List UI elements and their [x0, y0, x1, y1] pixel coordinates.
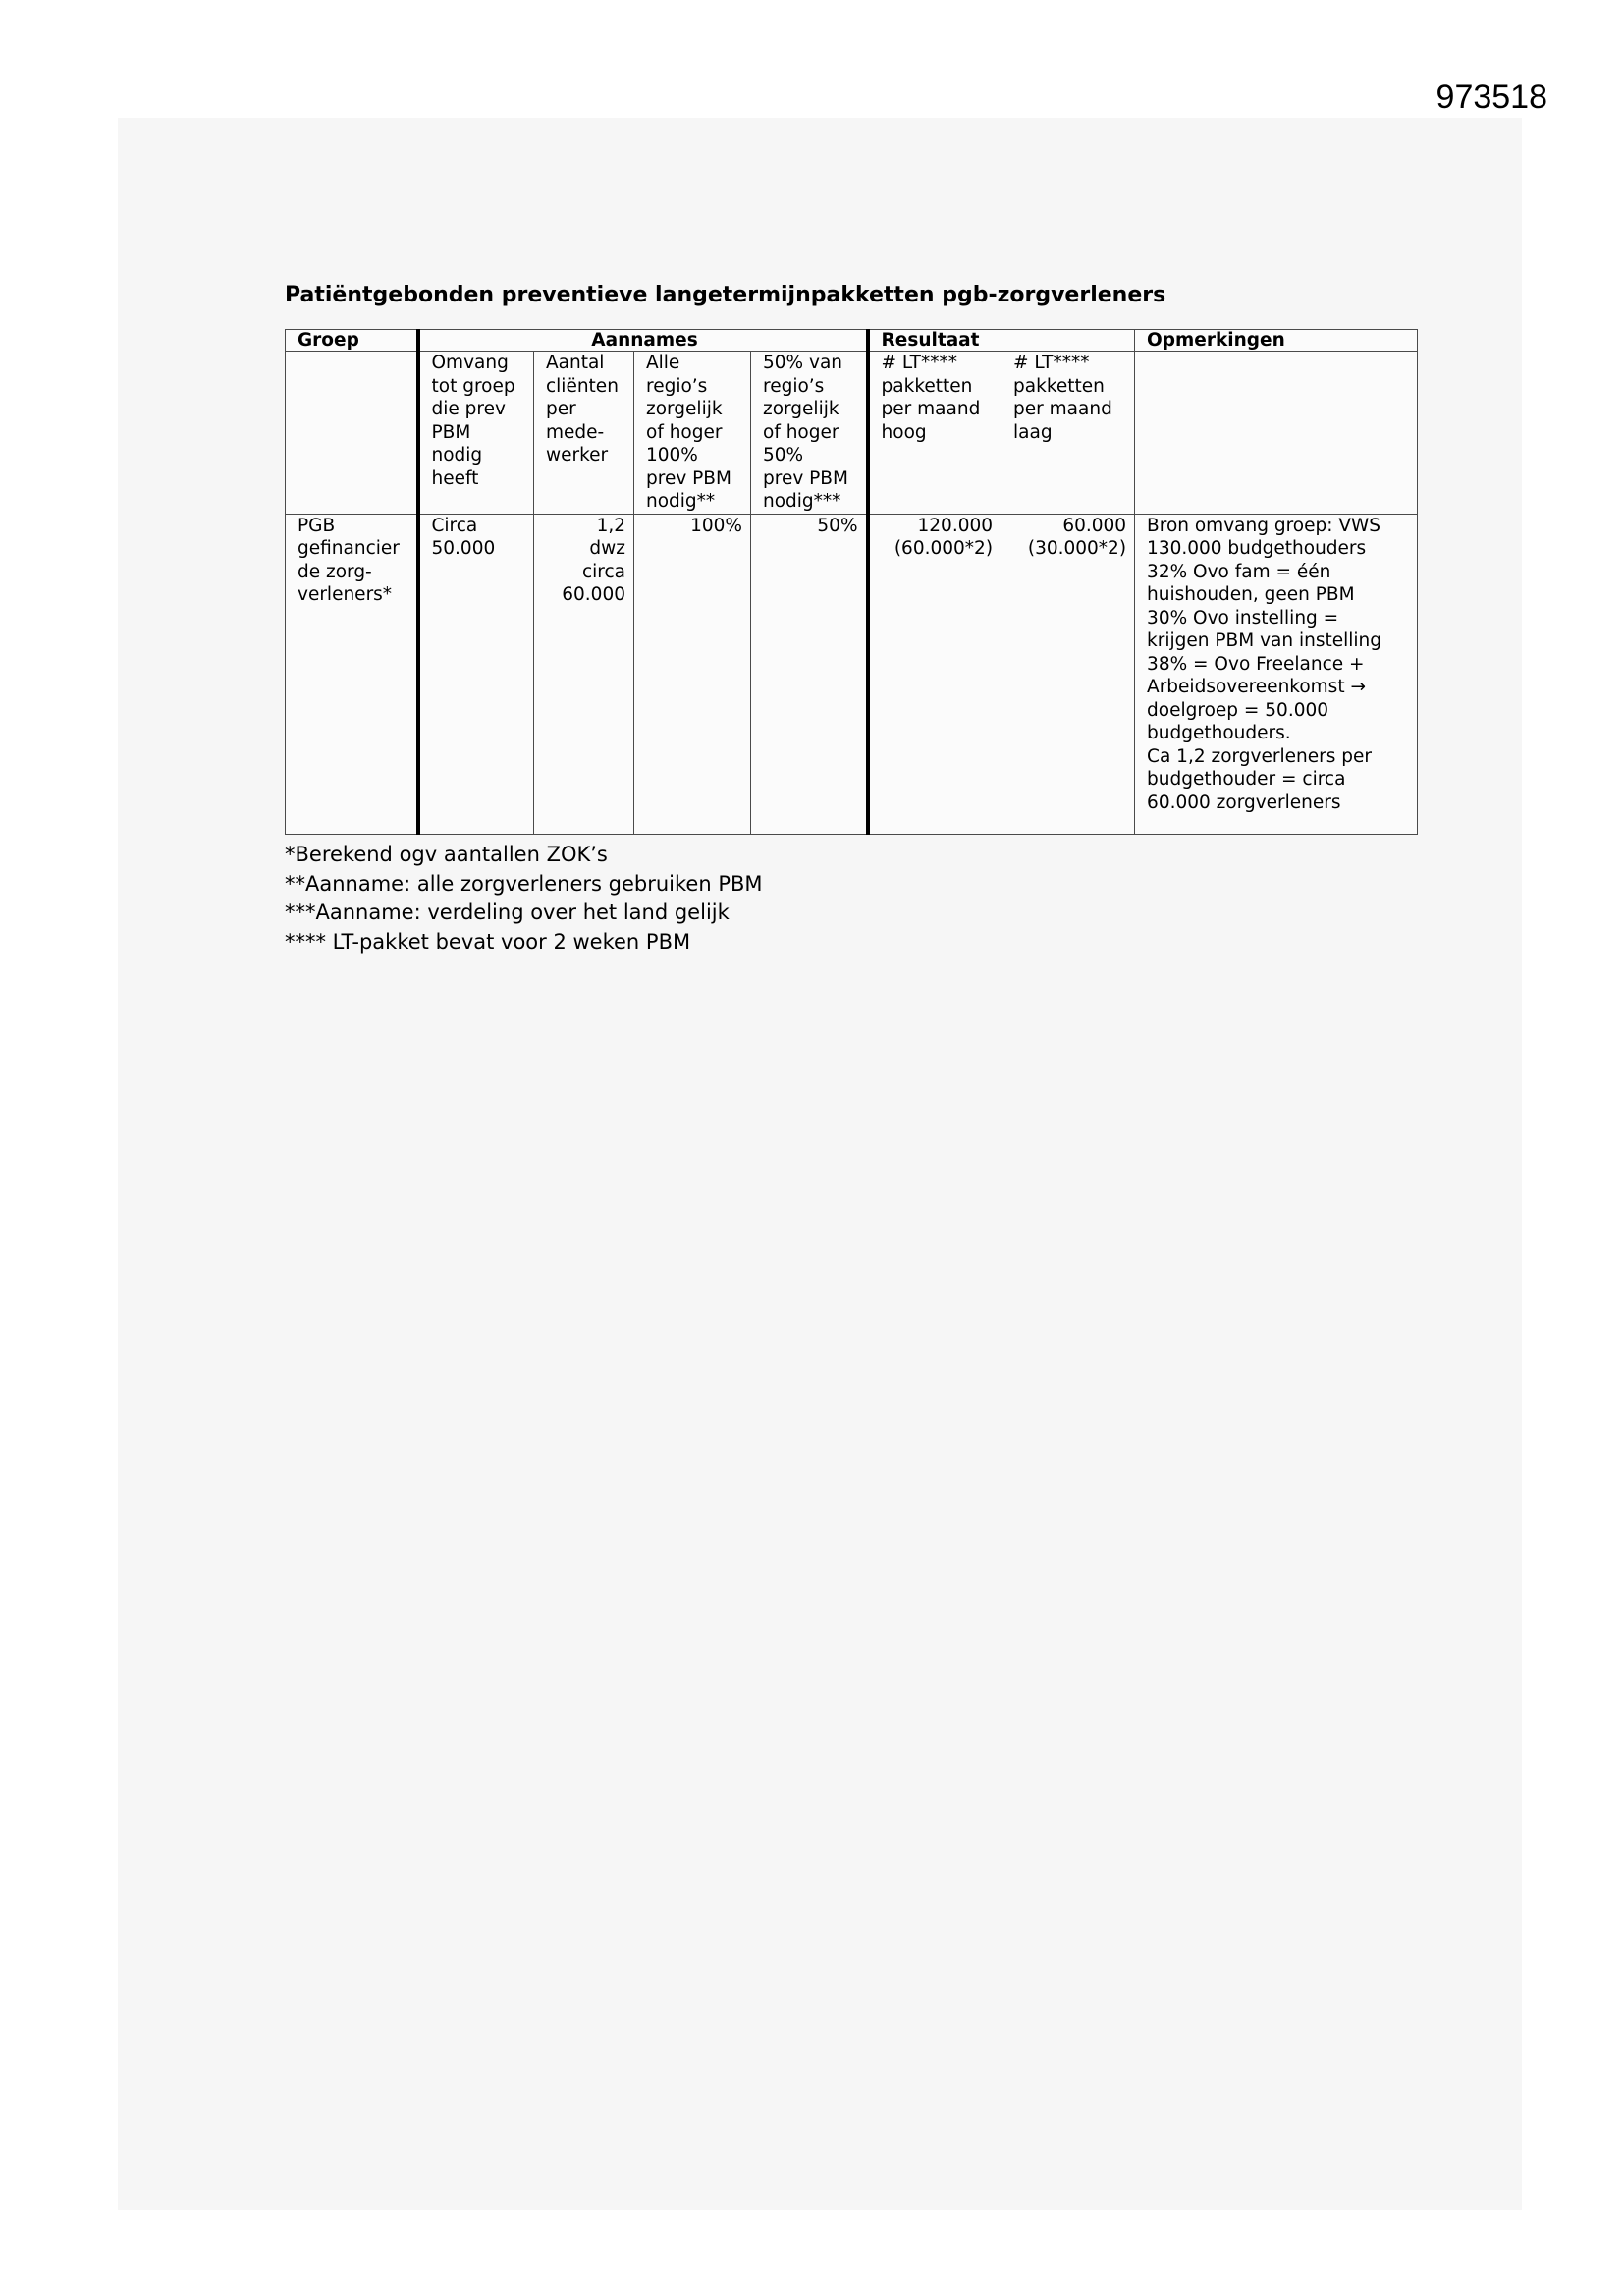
- subheader-omvang: [418, 352, 534, 515]
- cell-line: Arbeidsovereenkomst →: [1147, 677, 1366, 697]
- footnote: *Berekend ogv aantallen ZOK’s: [285, 843, 608, 866]
- cell-omvang: [418, 514, 534, 834]
- cell-vijftig-procent: 50%: [751, 514, 868, 834]
- cell-line: 130.000 budgethouders: [1147, 538, 1367, 559]
- footnote: ***Aanname: verdeling over het land gelijk: [285, 901, 730, 924]
- cell-line: nodig: [431, 445, 483, 465]
- cell-line: werker: [546, 445, 609, 465]
- cell-hoog: [868, 514, 1001, 834]
- footnotes: [285, 841, 763, 957]
- cell-line: # LT****: [1013, 353, 1090, 373]
- table-title: Patiëntgebonden preventieve langetermijnpakketten pgb-zorgverleners: [285, 283, 1166, 307]
- cell-line: 60.000: [562, 584, 625, 605]
- cell-line: of hoger: [763, 421, 839, 443]
- subheader-lt-laag: [1001, 352, 1135, 515]
- cell-line: budgethouders.: [1147, 723, 1291, 743]
- cell-line: prev PBM: [646, 467, 731, 489]
- cell-line: Omvang: [431, 353, 509, 373]
- cell-line: 30% Ovo instelling =: [1147, 607, 1339, 629]
- cell-line: dwz: [589, 538, 625, 559]
- cell-groep: [286, 514, 418, 834]
- cell-line: huishouden, geen PBM: [1147, 584, 1355, 605]
- subheader-opmerkingen-empty: [1135, 352, 1418, 515]
- cell-line: 1,2: [596, 515, 625, 536]
- cell-line: 50% van: [763, 353, 843, 373]
- cell-line: die prev: [431, 399, 506, 419]
- header-opmerkingen: Opmerkingen: [1135, 330, 1418, 352]
- cell-line: laag: [1013, 421, 1053, 443]
- cell-line: Circa: [431, 515, 478, 536]
- cell-line: pakketten: [1013, 375, 1105, 397]
- cell-line: Alle: [646, 353, 680, 373]
- header-row: [286, 330, 1418, 352]
- subheader-alle-regios: [634, 352, 751, 515]
- cell-line: PGB: [298, 515, 336, 536]
- cell-line: (60.000*2): [893, 538, 994, 559]
- cell-line: per maand: [881, 399, 981, 419]
- footnote: **Aanname: alle zorgverleners gebruiken PBM: [285, 871, 763, 896]
- cell-line: gefinancier: [298, 538, 400, 559]
- cell-line: 120.000: [917, 515, 994, 536]
- cell-line: Ca 1,2 zorgverleners per: [1147, 745, 1372, 767]
- cell-line: hoog: [881, 421, 927, 443]
- document-number: 973518: [1435, 79, 1547, 116]
- header-groep: Groep: [286, 330, 418, 352]
- cell-line: regio’s: [763, 375, 825, 397]
- cell-line: (30.000*2): [1027, 538, 1127, 559]
- cell-line: nodig**: [646, 491, 716, 512]
- cell-line: Bron omvang groep: VWS: [1147, 515, 1381, 536]
- cell-line: per maand: [1013, 399, 1112, 419]
- cell-line: regio’s: [646, 375, 708, 397]
- cell-line: 100%: [646, 445, 698, 465]
- footnote: **** LT-pakket bevat voor 2 weken PBM: [285, 929, 691, 954]
- cell-line: heeft: [431, 467, 479, 489]
- cell-line: 38% = Ovo Freelance +: [1147, 653, 1365, 675]
- cell-alle-regios: 100%: [634, 514, 751, 834]
- cell-opmerkingen: [1135, 514, 1418, 834]
- cell-line: zorgelijk: [646, 399, 723, 419]
- cell-line: Aantal: [546, 353, 605, 373]
- subheader-vijftig-procent: [751, 352, 868, 515]
- header-resultaat: Resultaat: [868, 330, 1135, 352]
- cell-line: de zorg-: [298, 561, 372, 582]
- cell-line: tot groep: [431, 375, 515, 397]
- cell-line: pakketten: [881, 375, 973, 397]
- cell-line: zorgelijk: [763, 399, 839, 419]
- data-table: [285, 329, 1418, 835]
- cell-line: 60.000: [1062, 515, 1127, 536]
- table-row: [286, 514, 1418, 834]
- cell-line: verleners*: [298, 584, 393, 605]
- cell-line: doelgroep = 50.000: [1147, 699, 1329, 721]
- cell-line: budgethouder = circa: [1147, 769, 1346, 790]
- subheader-aantal: [534, 352, 634, 515]
- cell-line: prev PBM: [763, 467, 848, 489]
- subheader-groep-empty: [286, 352, 418, 515]
- header-aannames: Aannames: [418, 330, 868, 352]
- subheader-lt-hoog: [868, 352, 1001, 515]
- cell-line: krijgen PBM van instelling: [1147, 630, 1381, 651]
- cell-line: nodig***: [763, 491, 841, 512]
- subheader-row: [286, 352, 1418, 515]
- cell-laag: [1001, 514, 1135, 834]
- cell-line: of hoger: [646, 421, 723, 443]
- cell-line: mede-: [546, 421, 605, 443]
- cell-aantal: [534, 514, 634, 834]
- cell-line: 32% Ovo fam = één: [1147, 561, 1331, 582]
- cell-line: circa: [581, 561, 625, 582]
- cell-line: per: [546, 399, 576, 419]
- cell-line: 50%: [763, 445, 804, 465]
- cell-line: cliënten: [546, 375, 619, 397]
- cell-line: 60.000 zorgverleners: [1147, 792, 1341, 813]
- cell-line: # LT****: [881, 353, 957, 373]
- cell-line: PBM: [431, 421, 471, 443]
- cell-line: 50.000: [431, 538, 496, 559]
